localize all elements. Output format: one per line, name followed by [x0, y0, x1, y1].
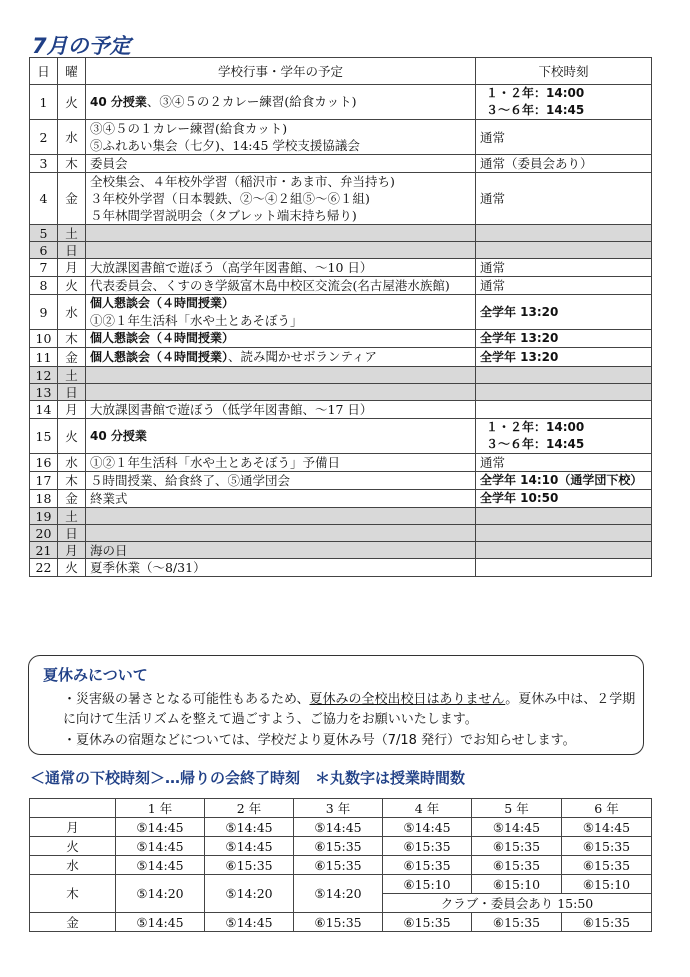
weekday-cell [58, 242, 86, 259]
times-row [30, 875, 652, 894]
events-cell [86, 242, 476, 259]
day-cell [30, 348, 58, 367]
day-cell [30, 295, 58, 330]
times-value: ⑤14:45 [205, 818, 294, 837]
schedule-row [30, 242, 652, 259]
times-value: ⑤14:45 [116, 856, 205, 875]
events-cell [86, 85, 476, 120]
event-text: 終業式 [90, 491, 128, 506]
dismissal-time: 全学年 14:10（通学団下校） [480, 473, 643, 487]
weekday: 日 [65, 525, 78, 541]
event-text: ①②１年生活科「水や土とあそぼう」 [90, 313, 303, 328]
day-number: 3 [39, 156, 48, 171]
event-text: 全校集会、４年校外学習（稲沢市・あま市、弁当持ち) [90, 174, 395, 189]
events-cell [86, 384, 476, 401]
times-value: ⑥15:35 [383, 913, 472, 932]
day-number: 11 [35, 349, 52, 365]
day-cell [30, 472, 58, 490]
weekday-cell [58, 348, 86, 367]
times-weekday: 木 [30, 875, 116, 913]
day-cell [30, 85, 58, 120]
dismissal-cell [476, 401, 652, 419]
events-cell [86, 472, 476, 490]
event-text: ５年林間学習説明会（タブレット端末持ち帰り) [90, 208, 357, 223]
event-text: 大放課図書館で遊ぼう（高学年図書館、～10 日） [90, 260, 373, 275]
schedule-row [30, 173, 652, 225]
events-cell [86, 508, 476, 525]
day-cell [30, 330, 58, 348]
events-cell [86, 277, 476, 295]
event-text [90, 93, 471, 111]
dismissal-time: 全学年 13:20 [480, 349, 559, 364]
times-value: ⑥15:35 [562, 856, 652, 875]
weekday-cell [58, 173, 86, 225]
schedule-row [30, 419, 652, 454]
events-cell [86, 454, 476, 472]
schedule-row [30, 401, 652, 419]
event-text: 大放課図書館で遊ぼう（低学年図書館、～17 日） [90, 402, 373, 417]
dismissal-cell [476, 472, 652, 490]
schedule-row [30, 508, 652, 525]
times-value: ⑤14:20 [205, 875, 294, 913]
events-cell [86, 120, 476, 155]
weekday: 日 [65, 242, 78, 258]
schedule-row [30, 472, 652, 490]
times-row [30, 913, 652, 932]
day-cell [30, 419, 58, 454]
times-value: ⑥15:10 [383, 875, 472, 894]
event-rest-part: 、③④５の２カレー練習(給食カット) [146, 94, 357, 109]
events-cell [86, 330, 476, 348]
weekday-cell [58, 330, 86, 348]
weekday: 火 [65, 94, 78, 110]
grade-header: 2 年 [205, 799, 294, 818]
weekday-cell [58, 490, 86, 508]
times-value: ⑤14:45 [116, 818, 205, 837]
dismissal-cell [476, 259, 652, 277]
weekday-cell [58, 277, 86, 295]
day-cell [30, 384, 58, 401]
day-number: 14 [35, 402, 52, 417]
day-cell [30, 173, 58, 225]
weekday-cell [58, 542, 86, 559]
times-weekday: 水 [30, 856, 116, 875]
event-text: 代表委員会、くすのき学級富木島中校区交流会(名古屋港水族館) [90, 278, 450, 293]
dismissal-time: 全学年 13:20 [480, 331, 559, 345]
day-number: 19 [35, 508, 52, 524]
day-cell [30, 225, 58, 242]
day-number: 8 [39, 278, 48, 293]
times-value: ⑥15:10 [562, 875, 652, 894]
event-text: ５時間授業、給食終了、⑤通学団会 [90, 473, 291, 488]
weekday: 土 [65, 508, 78, 524]
dismissal-cell [476, 330, 652, 348]
weekday-cell [58, 155, 86, 173]
day-number: 12 [35, 367, 52, 383]
event-text: ⑤ふれあい集会（七夕)、14:45 学校支援協議会 [90, 138, 360, 153]
schedule-row [30, 225, 652, 242]
event-text: 委員会 [90, 156, 128, 171]
dismissal-cell [476, 367, 652, 384]
weekday-cell [58, 367, 86, 384]
day-cell [30, 367, 58, 384]
weekday-cell [58, 419, 86, 454]
day-number: 15 [35, 428, 52, 444]
event-rest-part: 、読み聞かせボランティア [228, 349, 378, 364]
summer-paragraph-1 [63, 690, 637, 730]
day-number: 21 [35, 542, 52, 558]
schedule-table [29, 57, 652, 577]
events-cell [86, 259, 476, 277]
day-number: 18 [35, 491, 52, 506]
schedule-row [30, 85, 652, 120]
day-cell [30, 559, 58, 577]
times-value: ⑥15:35 [205, 856, 294, 875]
events-cell [86, 490, 476, 508]
dismissal-time: １・２年：14:00 [486, 420, 585, 434]
dismissal-cell [476, 348, 652, 367]
times-value: ⑥15:35 [294, 837, 383, 856]
day-cell [30, 490, 58, 508]
dismissal-cell [476, 542, 652, 559]
events-cell [86, 295, 476, 330]
events-cell [86, 348, 476, 367]
times-value: ⑥15:35 [383, 856, 472, 875]
weekday: 木 [65, 331, 78, 346]
times-weekday: 火 [30, 837, 116, 856]
schedule-row [30, 330, 652, 348]
event-text [90, 348, 471, 366]
dismissal-cell [476, 525, 652, 542]
dismissal-time: 全学年 13:20 [480, 304, 559, 319]
times-value: ⑥15:35 [383, 837, 472, 856]
grade-header: 4 年 [383, 799, 472, 818]
weekday: 月 [65, 542, 78, 558]
weekday: 金 [65, 191, 78, 206]
dismissal-cell [476, 242, 652, 259]
times-value: ⑤14:45 [205, 837, 294, 856]
summer-paragraph-2: ・夏休みの宿題などについては、学校だより夏休み号（7/18 発行）でお知らせします。 [63, 733, 576, 748]
event-text: 個人懇談会（４時間授業） [90, 331, 235, 345]
dismissal-cell [476, 508, 652, 525]
dismissal-cell [476, 419, 652, 454]
weekday-cell [58, 384, 86, 401]
times-value: ⑥15:10 [472, 875, 562, 894]
summer-p1-b: 。夏休み中は、２学期に向けて生活リズムを整えて過ごすよう、ご協力をお願いいたします。 [63, 692, 636, 727]
events-cell [86, 525, 476, 542]
events-cell [86, 542, 476, 559]
summer-p1-underlined: 夏休みの全校出校日はありません [309, 692, 506, 707]
dismissal-cell [476, 454, 652, 472]
times-row [30, 856, 652, 875]
schedule-row [30, 454, 652, 472]
events-cell [86, 173, 476, 225]
weekday: 日 [65, 384, 78, 400]
weekday: 水 [65, 455, 78, 470]
day-number: 7 [39, 260, 48, 275]
day-number: 5 [39, 225, 48, 241]
summer-p1-a: ・災害級の暑さとなる可能性もあるため、 [63, 692, 310, 707]
weekday-cell [58, 225, 86, 242]
day-number: 20 [35, 525, 52, 541]
dismissal-time: ３～６年：14:45 [486, 103, 585, 117]
dismissal-cell [476, 225, 652, 242]
events-cell [86, 155, 476, 173]
weekday: 月 [65, 260, 78, 275]
events-cell [86, 225, 476, 242]
weekday: 金 [65, 349, 78, 365]
dismissal-time: １・２年：14:00 [486, 86, 585, 100]
times-value: ⑤14:45 [383, 818, 472, 837]
header-events: 学校行事・学年の予定 [86, 58, 476, 85]
times-value: ⑥15:35 [472, 856, 562, 875]
event-bold-part: 40 分授業 [90, 95, 147, 109]
summer-notice-box [28, 655, 644, 755]
weekday: 水 [65, 304, 78, 320]
schedule-row [30, 525, 652, 542]
dismissal-cell [476, 559, 652, 577]
grade-header: 6 年 [562, 799, 652, 818]
times-value: ⑥15:35 [294, 913, 383, 932]
schedule-row [30, 559, 652, 577]
events-cell [86, 419, 476, 454]
weekday-cell [58, 454, 86, 472]
day-cell [30, 277, 58, 295]
weekday: 土 [65, 225, 78, 241]
weekday-cell [58, 472, 86, 490]
day-number: 16 [35, 455, 52, 470]
day-number: 6 [39, 242, 48, 258]
times-value: ⑥15:35 [472, 837, 562, 856]
dismissal-times-table [29, 798, 652, 932]
header-dismissal: 下校時刻 [476, 58, 652, 85]
schedule-row [30, 542, 652, 559]
weekday-cell [58, 120, 86, 155]
weekday-cell [58, 559, 86, 577]
schedule-row [30, 277, 652, 295]
day-cell [30, 454, 58, 472]
events-cell [86, 559, 476, 577]
dismissal-cell [476, 384, 652, 401]
weekday: 水 [65, 129, 78, 145]
weekday: 火 [65, 428, 78, 444]
dismissal-cell [476, 490, 652, 508]
day-number: 4 [39, 191, 48, 206]
times-row [30, 837, 652, 856]
day-cell [30, 259, 58, 277]
event-text: 海の日 [90, 542, 128, 558]
times-value: ⑥15:35 [294, 856, 383, 875]
schedule-header-row [30, 58, 652, 85]
event-text: 40 分授業 [90, 428, 147, 443]
weekday: 木 [65, 473, 78, 488]
weekday: 木 [65, 156, 78, 171]
times-value: ⑤14:20 [294, 875, 383, 913]
event-text: 個人懇談会（４時間授業） [90, 296, 235, 310]
dismissal-time: ３～６年：14:45 [486, 437, 585, 451]
schedule-row [30, 367, 652, 384]
weekday-cell [58, 259, 86, 277]
weekday-cell [58, 85, 86, 120]
dismissal-times-heading: ＜通常の下校時刻＞…帰りの会終了時刻 ＊丸数字は授業時間数 [30, 769, 466, 787]
times-weekday: 月 [30, 818, 116, 837]
day-number: 9 [39, 304, 48, 320]
schedule-row [30, 120, 652, 155]
weekday: 土 [65, 367, 78, 383]
schedule-row [30, 348, 652, 367]
dismissal-cell [476, 120, 652, 155]
day-number: 13 [35, 384, 52, 400]
weekday-cell [58, 295, 86, 330]
event-bold-part: 個人懇談会（４時間授業） [90, 350, 229, 364]
header-day: 日 [30, 58, 58, 85]
day-number: 17 [35, 473, 52, 488]
event-text: ①②１年生活科「水や土とあそぼう」予備日 [90, 455, 341, 470]
dismissal-cell [476, 295, 652, 330]
dismissal-cell [476, 155, 652, 173]
day-number: 2 [39, 129, 48, 145]
day-cell [30, 508, 58, 525]
schedule-row [30, 384, 652, 401]
day-cell [30, 242, 58, 259]
grade-header: 5 年 [472, 799, 562, 818]
day-cell [30, 120, 58, 155]
times-value: ⑥15:35 [562, 913, 652, 932]
day-number: 22 [35, 560, 52, 575]
weekday-cell [58, 525, 86, 542]
dismissal-time: 通常 [480, 278, 506, 293]
times-row [30, 818, 652, 837]
grade-header: 1 年 [116, 799, 205, 818]
dismissal-cell [476, 277, 652, 295]
day-cell [30, 155, 58, 173]
times-value: ⑤14:45 [116, 913, 205, 932]
page-title: 7月の予定 [32, 34, 131, 58]
grade-header: 3 年 [294, 799, 383, 818]
header-weekday: 曜 [58, 58, 86, 85]
day-cell [30, 542, 58, 559]
weekday-cell [58, 401, 86, 419]
times-value: ⑥15:35 [472, 913, 562, 932]
event-text: ３年校外学習（日本製鉄、②～④２組⑤～⑥１組) [90, 191, 370, 206]
summer-heading: 夏休みについて [43, 666, 148, 684]
day-cell [30, 401, 58, 419]
times-value: ⑤14:45 [116, 837, 205, 856]
times-header-corner [30, 799, 116, 818]
times-value: ⑤14:45 [205, 913, 294, 932]
weekday-cell [58, 508, 86, 525]
times-value: ⑤14:45 [294, 818, 383, 837]
event-text: ③④５の１カレー練習(給食カット) [90, 121, 288, 136]
day-number: 1 [39, 94, 48, 110]
weekday: 火 [65, 278, 78, 293]
dismissal-time: 通常（委員会あり） [480, 156, 593, 171]
dismissal-time: 全学年 10:50 [480, 491, 559, 505]
times-weekday: 金 [30, 913, 116, 932]
event-text: 夏季休業（～8/31） [90, 560, 206, 575]
dismissal-cell [476, 85, 652, 120]
times-value: ⑤14:45 [472, 818, 562, 837]
times-value: ⑤14:20 [116, 875, 205, 913]
weekday: 火 [65, 560, 78, 575]
day-number: 10 [35, 331, 52, 346]
day-cell [30, 525, 58, 542]
schedule-row [30, 155, 652, 173]
events-cell [86, 367, 476, 384]
times-value: ⑤14:45 [562, 818, 652, 837]
dismissal-time: 通常 [480, 260, 506, 275]
schedule-row [30, 259, 652, 277]
weekday: 金 [65, 491, 78, 506]
club-committee-note: クラブ・委員会あり 15:50 [383, 894, 652, 913]
weekday: 月 [65, 402, 78, 417]
events-cell [86, 401, 476, 419]
times-value: ⑥15:35 [562, 837, 652, 856]
dismissal-time: 通常 [480, 191, 506, 206]
dismissal-cell [476, 173, 652, 225]
dismissal-time: 通常 [480, 455, 506, 470]
dismissal-time: 通常 [480, 129, 506, 145]
times-header-row [30, 799, 652, 818]
schedule-row [30, 490, 652, 508]
schedule-row [30, 295, 652, 330]
